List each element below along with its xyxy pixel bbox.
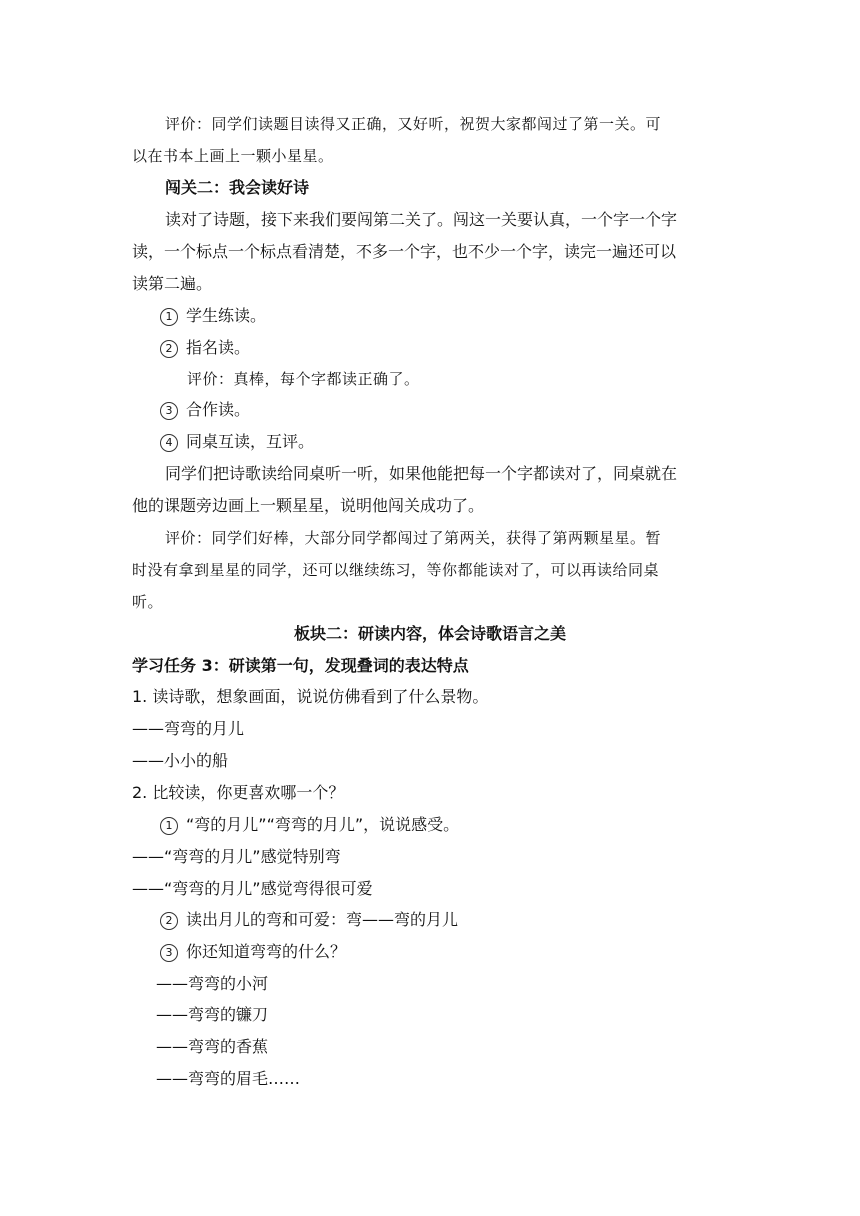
answer-line: ——弯弯的镰刀: [156, 1005, 269, 1024]
list-item: [160, 814, 459, 836]
evaluation-line: 评价：同学们读题目读得又正确，又好听，祝贺大家都闯过了第一关。可: [165, 115, 662, 133]
list-item-text: 合作读。: [186, 400, 251, 419]
circled-number: 2: [160, 340, 178, 358]
paragraph-line: 读对了诗题，接下来我们要闯第二关了。闯这一关要认真，一个字一个字: [165, 210, 678, 229]
list-item: [160, 941, 346, 963]
list-item: [160, 431, 314, 453]
evaluation-line: 听。: [132, 593, 164, 611]
question: 1. 读诗歌，想象画面，说说仿佛看到了什么景物。: [132, 687, 489, 706]
answer-line: ——“弯弯的月儿”感觉特别弯: [132, 847, 341, 866]
evaluation-line: 以在书本上画上一颗小星星。: [132, 147, 334, 165]
paragraph-line: 读第二遍。: [132, 274, 213, 293]
list-item: [160, 337, 250, 359]
task-title: 学习任务 3：研读第一句，发现叠词的表达特点: [132, 656, 469, 675]
circled-number: 1: [160, 817, 178, 835]
paragraph-line: 读，一个标点一个标点看清楚，不多一个字，也不少一个字，读完一遍还可以: [132, 242, 677, 261]
circled-number: 1: [160, 308, 178, 326]
answer-line: ——弯弯的小河: [156, 974, 269, 993]
level-heading: 闯关二：我会读好诗: [165, 178, 310, 197]
circled-number: 4: [160, 434, 178, 452]
answer-line: ——弯弯的月儿: [132, 719, 245, 738]
list-item-text: 你还知道弯弯的什么？: [186, 942, 347, 961]
answer-line: ——小小的船: [132, 751, 229, 770]
answer-line: ——弯弯的香蕉: [156, 1037, 269, 1056]
list-item: [160, 909, 458, 931]
question: 2. 比较读，你更喜欢哪一个？: [132, 783, 345, 802]
answer-line: ——弯弯的眉毛……: [156, 1069, 301, 1088]
paragraph-line: 同学们把诗歌读给同桌听一听，如果他能把每一个字都读对了，同桌就在: [165, 464, 678, 483]
list-item-text: 读出月儿的弯和可爱：弯——弯的月儿: [186, 910, 459, 929]
section-title: 板块二：研读内容，体会诗歌语言之美: [293, 624, 566, 643]
circled-number: 3: [160, 402, 178, 420]
paragraph-line: 他的课题旁边画上一颗星星，说明他闯关成功了。: [132, 496, 485, 515]
circled-number: 2: [160, 912, 178, 930]
list-item: [160, 399, 250, 421]
list-item-text: “弯的月儿”“弯弯的月儿”，说说感受。: [186, 815, 460, 834]
list-item-text: 指名读。: [186, 338, 251, 357]
list-item-text: 同桌互读，互评。: [186, 432, 315, 451]
evaluation-line: 评价：真棒，每个字都读正确了。: [187, 370, 420, 388]
circled-number: 3: [160, 944, 178, 962]
evaluation-line: 评价：同学们好棒，大部分同学都闯过了第两关，获得了第两颗星星。暂: [165, 529, 662, 547]
answer-line: ——“弯弯的月儿”感觉弯得很可爱: [132, 879, 373, 898]
list-item: [160, 305, 266, 327]
evaluation-line: 时没有拿到星星的同学，还可以继续练习，等你都能读对了，可以再读给同桌: [132, 561, 660, 579]
list-item-text: 学生练读。: [186, 306, 267, 325]
